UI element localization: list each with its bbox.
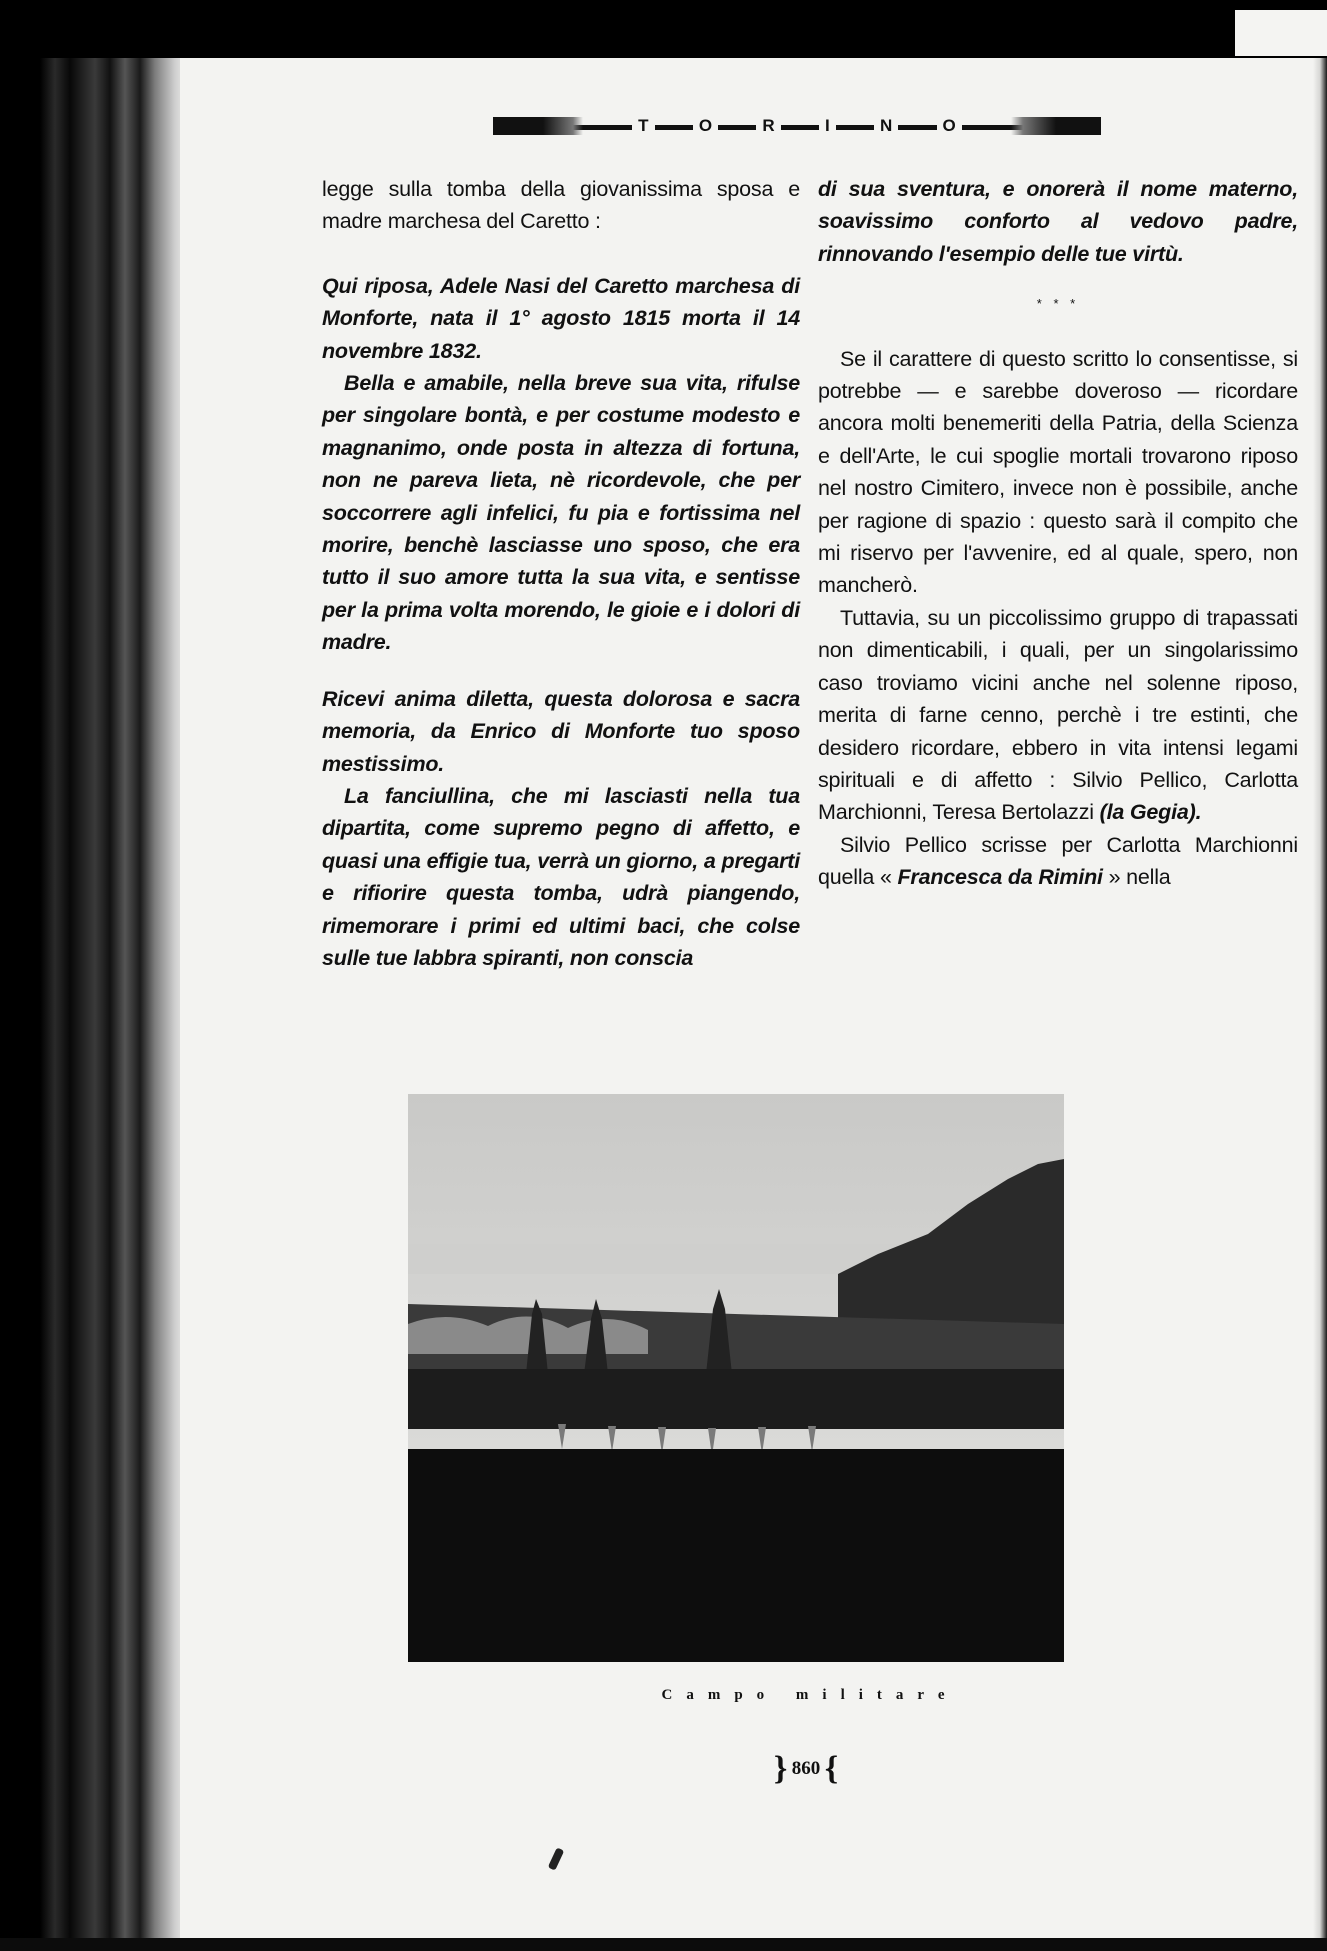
epitaph-heading: Qui riposa, Adele Nasi del Caretto marchesa di Monforte, nata il 1° agosto 1815 morta il 14 novembre 1832.: [322, 273, 800, 363]
left-column: [322, 173, 800, 974]
francesca-title: Francesca da Rimini: [897, 865, 1103, 890]
body-paragraph-3-text: Silvio Pellico scrisse per Carlotta Marchionni quella «: [818, 832, 1298, 890]
body-paragraph-2: [818, 602, 1298, 829]
photo-caption: Campo militare: [661, 1687, 959, 1703]
header-letter: O: [937, 115, 962, 139]
header-letter: T: [632, 115, 654, 139]
epitaph-continuation: La fanciullina, che mi lasciasti nella tua dipartita, come supremo pegno di affetto, e quasi una effigie tua, verrà un giorno, a pregarti e rifiorire questa tomba, udrà piangendo, rimemorare i primi ed ultimi baci, che colse sulle tue labbra spiranti, non conscia: [322, 783, 800, 970]
book-spine-shadow: [0, 58, 185, 1951]
header-letter: N: [874, 115, 898, 139]
page-number-block: [736, 1750, 876, 1790]
gegia-italic: (la Gegia).: [1099, 800, 1202, 825]
body-paragraph-3: [818, 829, 1298, 894]
epitaph-body: Bella e amabile, nella breve sua vita, rifulse per singolare bontà, e per costume modesto e magnanimo, onde posta in altezza di fortuna, non ne pareva lieta, nè ricordevole, che per soccorrere agli infelici, fu pia e fortissima nel morire, benchè lasciasse uno sposo, che era tutto il suo amore tutta la sua vita, e sentisse per la prima volta morendo, le gioie e i dolori di madre.: [322, 371, 800, 655]
hedge: [408, 1369, 1064, 1429]
top-right-light-corner: [1235, 10, 1327, 56]
body-paragraph-2-text: Tuttavia, su un piccolissimo gruppo di trapassati non dimenticabili, i quali, per un singolarissimo caso troviamo vicini anche nel solenne riposo, merita di farne cenno, perchè i tre estinti, che desidero ricordare, ebbero in vita intensi legami spirituali e di affetto : Silvio Pellico, Carlotta Marchionni, Teresa Bertolazzi: [818, 605, 1298, 825]
arcade-wall: [408, 1316, 648, 1354]
header-letter: R: [756, 115, 780, 139]
intro-paragraph: legge sulla tomba della giovanissima sposa e madre marchesa del Caretto :: [322, 177, 800, 234]
section-asterism: * * *: [1036, 296, 1080, 312]
header-letter: O: [693, 115, 718, 139]
epitaph-ending: di sua sventura, e onorerà il nome materno, soavissimo conforto al vedovo padre, rinnovando l'esempio delle tue virtù.: [818, 177, 1298, 266]
right-column: [818, 173, 1298, 894]
bottom-dark-border: [0, 1938, 1327, 1951]
header-letter: I: [819, 115, 836, 139]
foreground-ground: [408, 1449, 1064, 1662]
top-dark-border: [0, 0, 1327, 58]
page-number: 860: [791, 1758, 821, 1779]
header-title: [493, 115, 1101, 139]
page-right-edge: [1313, 58, 1327, 1951]
running-header: [493, 115, 1101, 139]
page-number-ornament-left: }: [773, 1750, 788, 1787]
epitaph-dedication: Ricevi anima diletta, questa dolorosa e sacra memoria, da Enrico di Monforte tuo sposo mestissimo.: [322, 686, 800, 776]
cemetery-photograph: [408, 1094, 1064, 1662]
page-number-ornament-right: {: [824, 1750, 839, 1787]
body-paragraph-3-end: » nella: [1108, 865, 1171, 890]
body-paragraph-1: Se il carattere di questo scritto lo consentisse, si potrebbe — e sarebbe doveroso — ricordare ancora molti benemeriti della Patria, della Scienza e dell'Arte, le cui spoglie mortali trovarono riposo nel nostro Cimitero, invece non è possibile, anche per ragione di spazio : questo sarà il compito che mi riservo per l'avvenire, ed al quale, spero, non mancherò.: [818, 346, 1298, 598]
photo-drawing: [408, 1094, 1064, 1662]
